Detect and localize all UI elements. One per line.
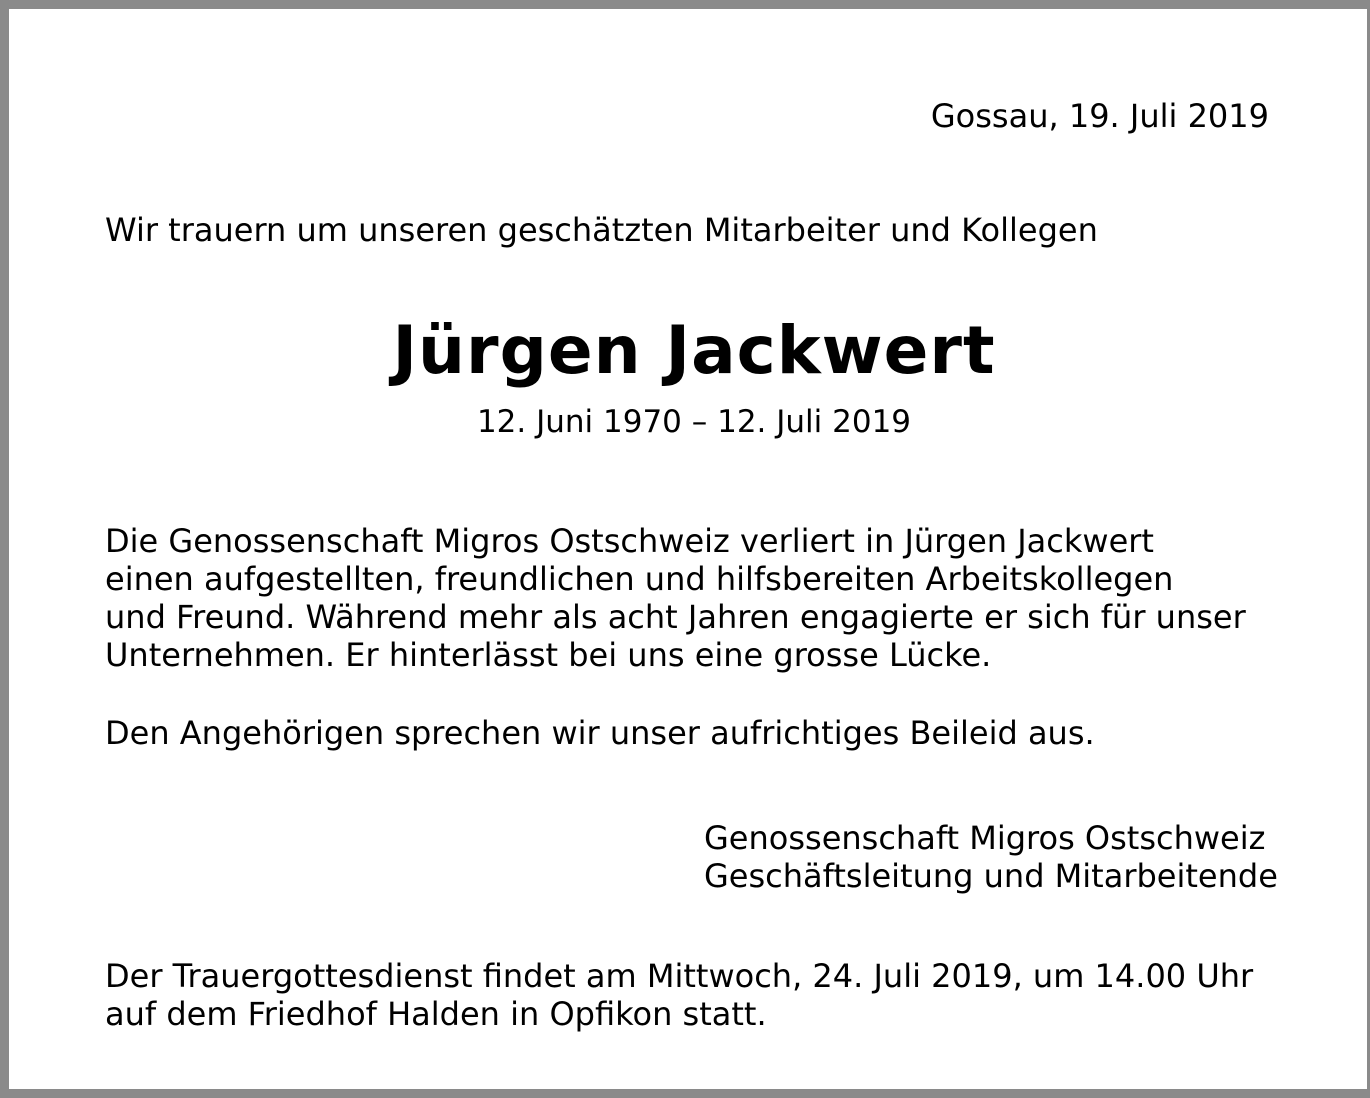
place-date: Gossau, 19. Juli 2019 — [930, 97, 1269, 135]
intro-line: Wir trauern um unseren geschätzten Mitarbeiter und Kollegen — [105, 211, 1098, 249]
tribute-line: und Freund. Während mehr als acht Jahren engagierte er sich für unser — [105, 598, 1246, 636]
signature-organization: Genossenschaft Migros Ostschweiz — [704, 819, 1266, 857]
service-info — [105, 957, 1253, 1033]
condolence-line: Den Angehörigen sprechen wir unser aufrichtiges Beileid aus. — [105, 714, 1095, 752]
tribute-line: einen aufgestellten, freundlichen und hilfsbereiten Arbeitskollegen — [105, 560, 1174, 598]
tribute-line: Die Genossenschaft Migros Ostschweiz verliert in Jürgen Jackwert — [105, 522, 1154, 560]
tribute-line: Unternehmen. Er hinterlässt bei uns eine grosse Lücke. — [105, 636, 992, 674]
service-line: Der Trauergottesdienst findet am Mittwoch, 24. Juli 2019, um 14.00 Uhr — [105, 957, 1254, 995]
lifespan-dates: 12. Juni 1970 – 12. Juli 2019 — [476, 404, 912, 440]
tribute-paragraph — [105, 522, 1246, 674]
signature-block — [704, 819, 1278, 895]
service-line: auf dem Friedhof Halden in Opfikon statt. — [105, 995, 767, 1033]
signature-department: Geschäftsleitung und Mitarbeitende — [704, 857, 1278, 895]
deceased-name: Jürgen Jackwert — [392, 312, 996, 389]
